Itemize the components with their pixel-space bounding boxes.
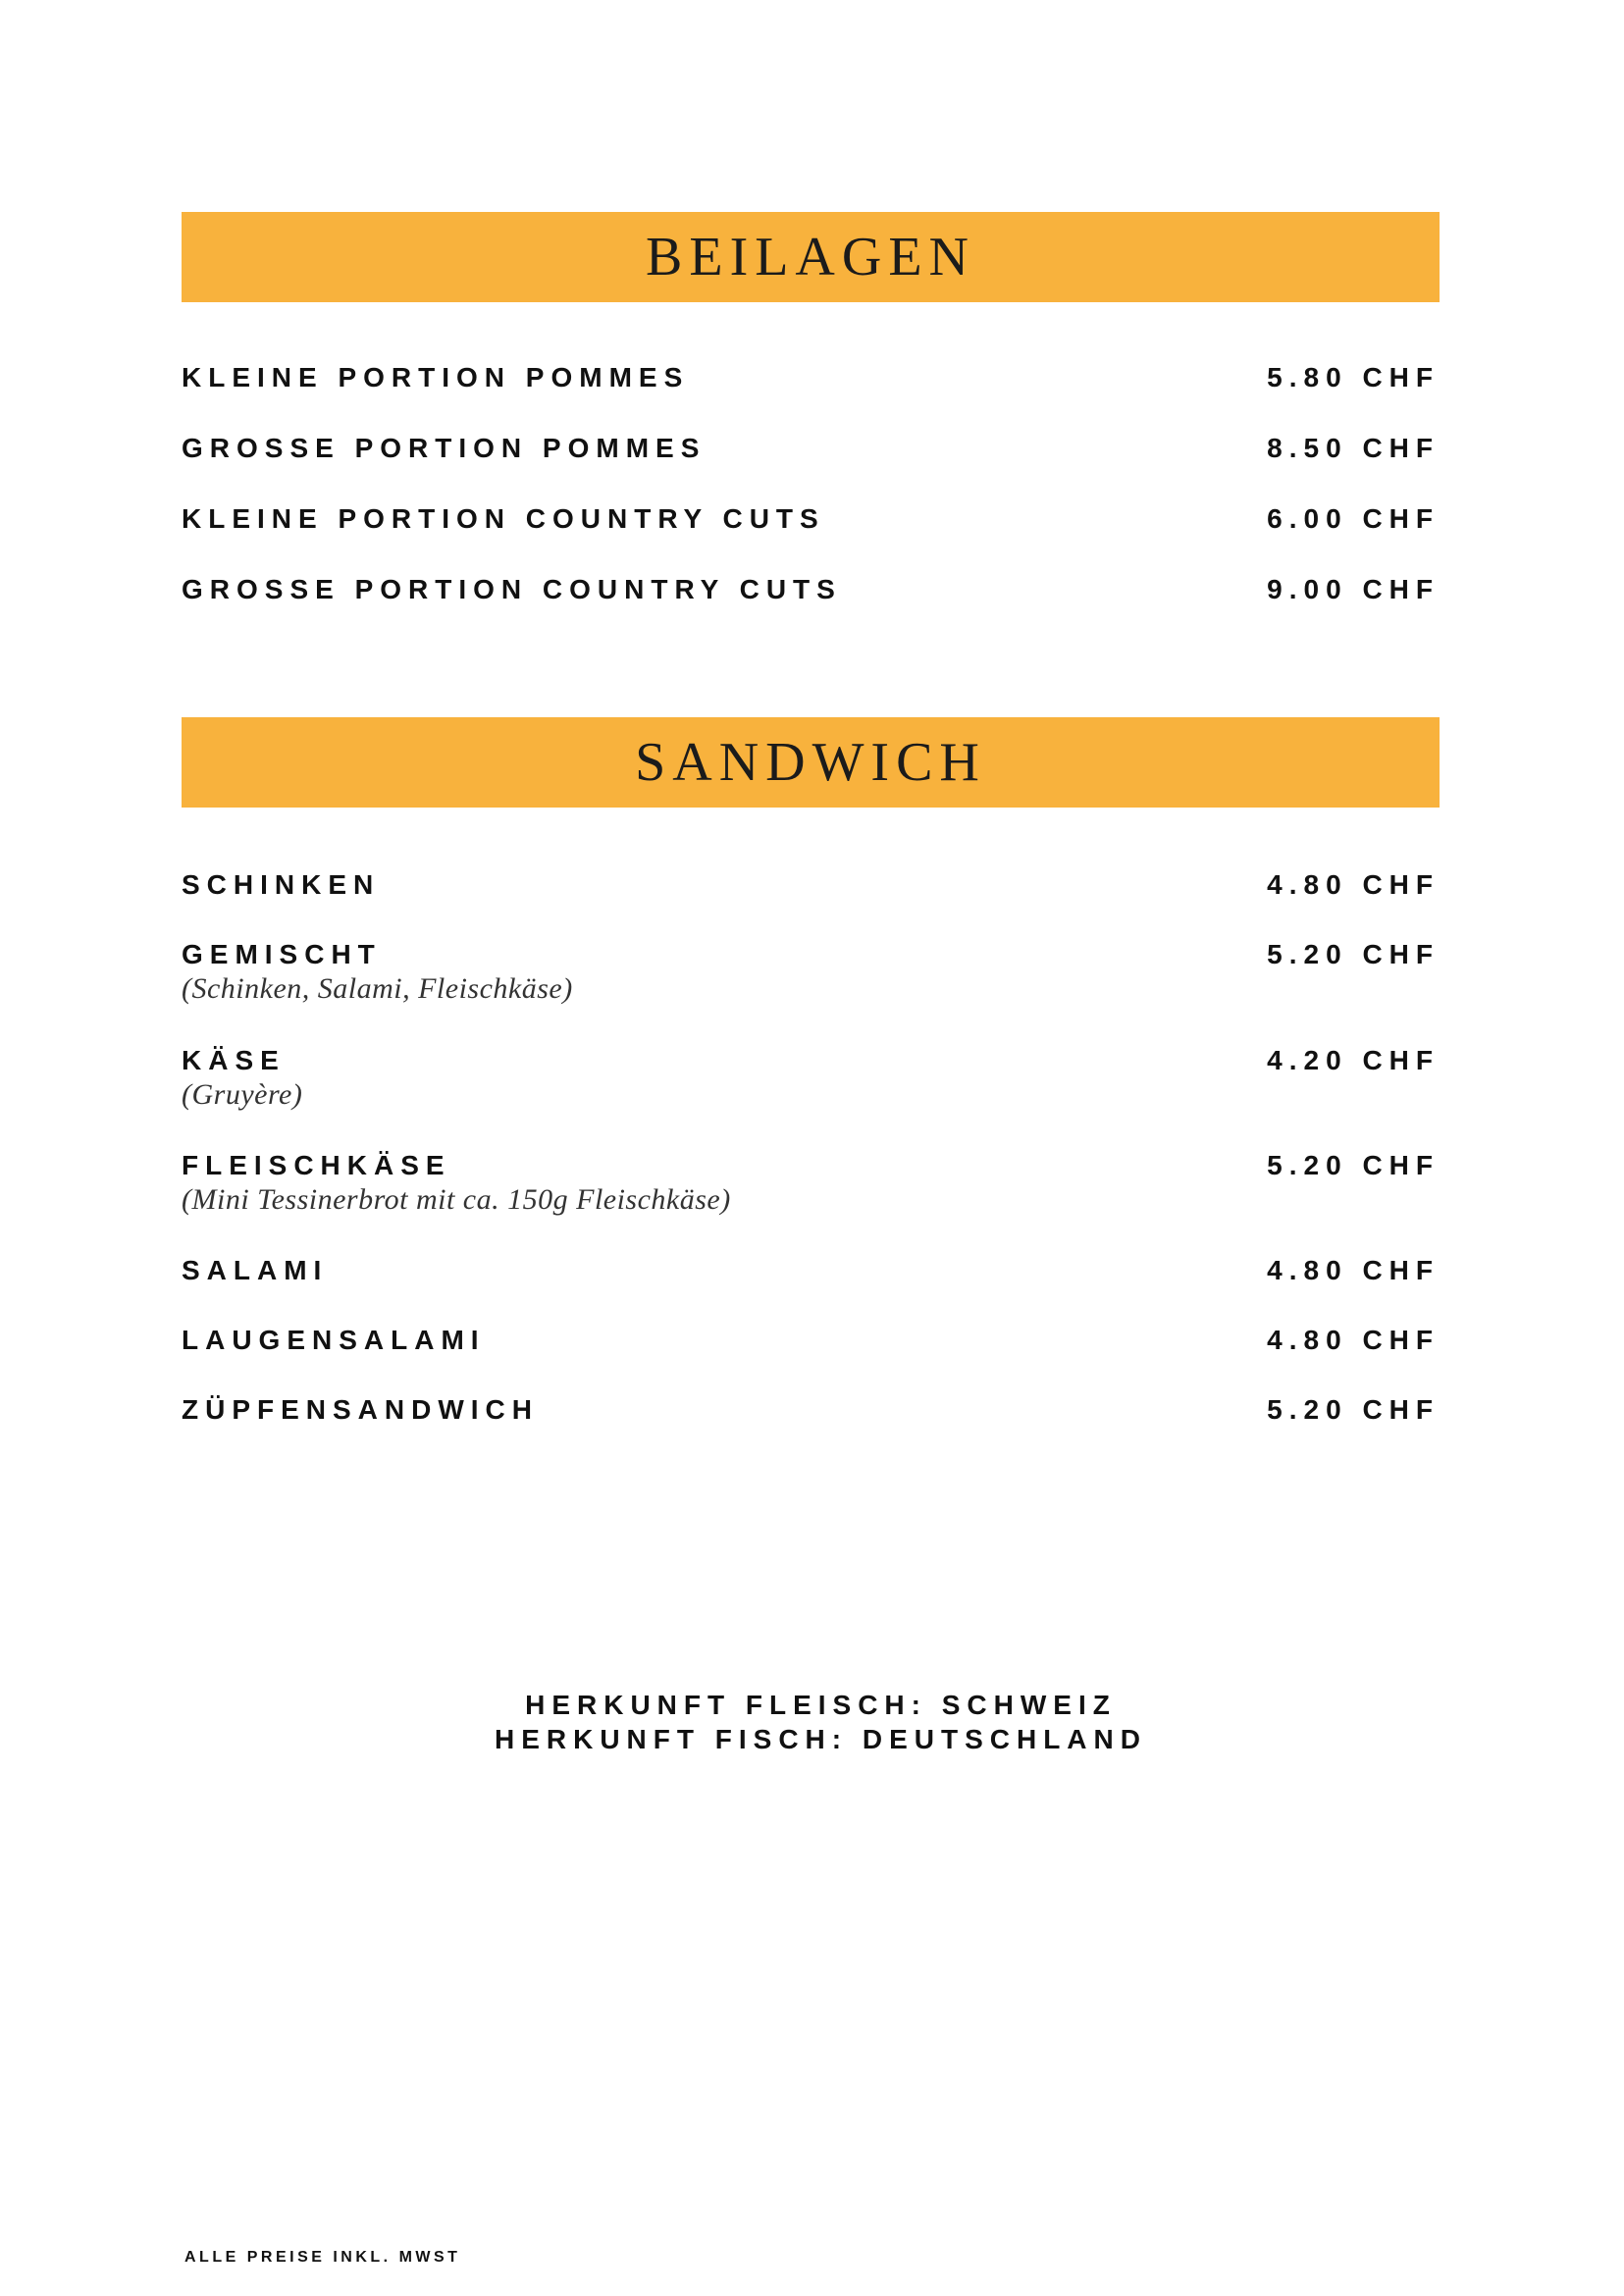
item-price: 4.80 CHF	[1267, 1325, 1440, 1355]
section-title: SANDWICH	[635, 732, 986, 793]
menu-item	[182, 361, 1440, 432]
item-price: 4.20 CHF	[1267, 1045, 1440, 1075]
item-price: 5.80 CHF	[1267, 362, 1440, 392]
section-banner-beilagen	[182, 212, 1440, 302]
menu-item	[182, 573, 1440, 644]
item-name: KÄSE	[182, 1045, 286, 1075]
menu-item	[182, 1044, 1440, 1149]
item-name: ZÜPFENSANDWICH	[182, 1394, 539, 1425]
item-name: KLEINE PORTION POMMES	[182, 362, 690, 392]
item-price: 8.50 CHF	[1267, 433, 1440, 463]
menu-item	[182, 868, 1440, 938]
item-price: 6.00 CHF	[1267, 503, 1440, 534]
menu-item	[182, 502, 1440, 573]
item-name: FLEISCHKÄSE	[182, 1150, 451, 1180]
menu-item	[182, 1393, 1440, 1463]
item-name: GROSSE PORTION COUNTRY CUTS	[182, 574, 842, 604]
item-price: 4.80 CHF	[1267, 1255, 1440, 1285]
menu-item	[182, 1324, 1440, 1393]
item-name: SCHINKEN	[182, 869, 381, 900]
price-footnote: ALLE PREISE INKL. MWST	[184, 2249, 461, 2266]
menu-list-sandwich	[182, 868, 1440, 1463]
item-price: 5.20 CHF	[1267, 1394, 1440, 1425]
menu-item	[182, 432, 1440, 502]
item-name: SALAMI	[182, 1255, 329, 1285]
menu-item	[182, 938, 1440, 1044]
menu-item	[182, 1149, 1440, 1254]
item-name: GROSSE PORTION POMMES	[182, 433, 707, 463]
menu-item	[182, 1254, 1440, 1324]
item-name: GEMISCHT	[182, 939, 382, 969]
item-note: (Gruyère)	[182, 1078, 303, 1111]
origin-meat: HERKUNFT FLEISCH: SCHWEIZ	[525, 1690, 1117, 1720]
menu-list-beilagen	[182, 361, 1440, 644]
origin-fish: HERKUNFT FISCH: DEUTSCHLAND	[495, 1724, 1147, 1754]
section-title: BEILAGEN	[646, 227, 975, 287]
item-note: (Mini Tessinerbrot mit ca. 150g Fleischkäse)	[182, 1183, 731, 1216]
item-price: 5.20 CHF	[1267, 939, 1440, 969]
item-name: LAUGENSALAMI	[182, 1325, 486, 1355]
item-note: (Schinken, Salami, Fleischkäse)	[182, 972, 573, 1005]
origin-info	[0, 1688, 1624, 1756]
section-banner-sandwich	[182, 717, 1440, 808]
item-price: 5.20 CHF	[1267, 1150, 1440, 1180]
item-name: KLEINE PORTION COUNTRY CUTS	[182, 503, 825, 534]
item-price: 4.80 CHF	[1267, 869, 1440, 900]
item-price: 9.00 CHF	[1267, 574, 1440, 604]
